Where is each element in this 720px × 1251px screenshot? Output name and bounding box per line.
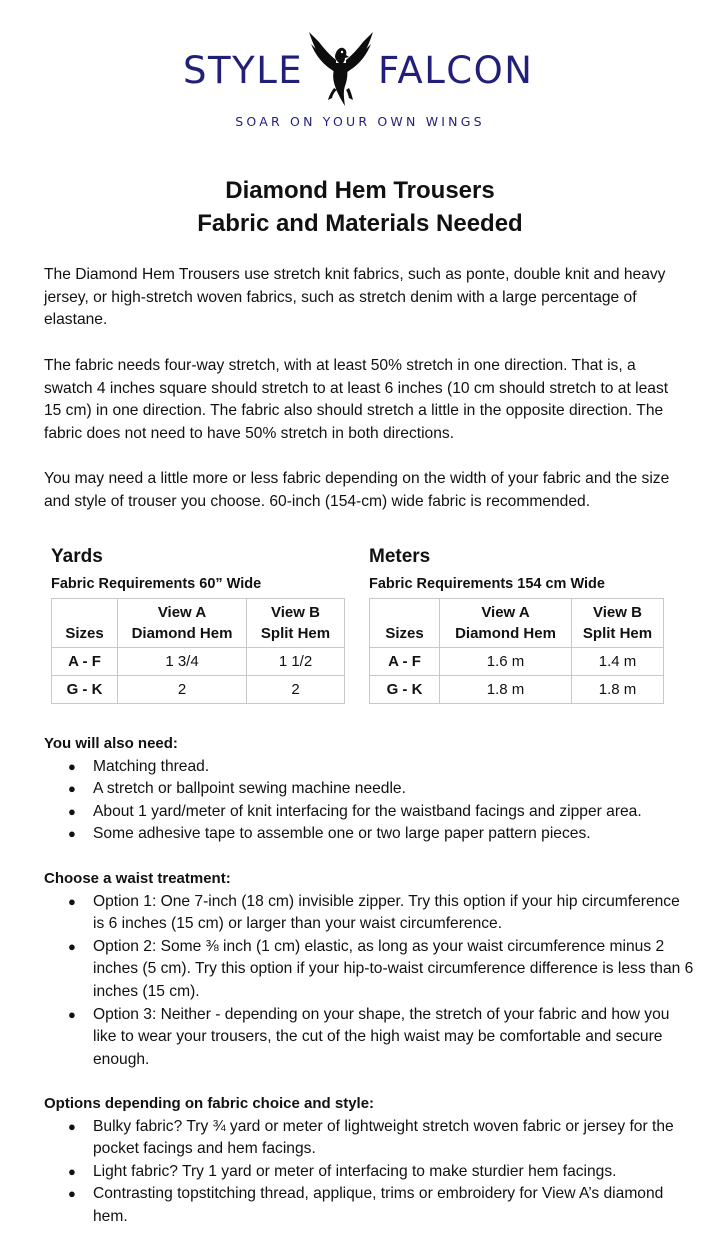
section-heading: You will also need: [44,735,178,752]
cell-view-a: 2 [118,676,247,704]
list-item [44,936,694,1004]
list-item-text: Contrasting topstitching thread, applique, trims or embroidery for View A’s diamond hem. [93,1185,664,1225]
list-item-text: Option 2: Some ⅜ inch (1 cm) elastic, as long as your waist circumference minus 2 inches (5 cm). Try this option if your hip-to-waist circumference difference is less than 6 inches (15 cm). [93,937,694,1000]
list-item [44,1183,694,1228]
list-item [44,891,694,936]
list-item [44,778,694,801]
header-view-a [440,599,572,648]
header-view-a [118,599,247,648]
cell-view-b: 1.4 m [572,648,664,676]
list-item-text: Option 1: One 7-inch (18 cm) invisible zipper. Try this option if your hip circumference is 6 inches (15 cm) or larger than your waist circumference. [93,892,680,933]
page-title [0,174,720,240]
yards-table-block [51,545,345,704]
list-item [44,756,694,779]
meters-table-block [369,545,664,704]
bullet-icon: ● [68,1118,76,1134]
brand-logo [0,30,720,110]
list-item [44,823,694,846]
list-item-text: Some adhesive tape to assemble one or two large paper pattern pieces. [93,825,591,843]
header-view-b-line1: View B [271,604,320,621]
bullet-icon: ● [68,938,76,954]
table-header-row [370,599,664,648]
list-item [44,1116,694,1161]
list-item-text: A stretch or ballpoint sewing machine needle. [93,780,406,798]
header-sizes: Sizes [370,599,440,648]
falcon-icon [305,30,377,108]
cell-view-a: 1 3/4 [118,648,247,676]
title-line-1: Diamond Hem Trousers [225,177,495,204]
cell-view-a: 1.6 m [440,648,572,676]
cell-view-b: 1.8 m [572,676,664,704]
width-paragraph: You may need a little more or less fabric depending on the width of your fabric and the size and style of trouser you choose. 60-inch (154-cm) wide fabric is recommended. [44,470,670,510]
table-row [52,676,345,704]
header-view-b-line2: Split Hem [582,625,653,642]
header-view-b-line2: Split Hem [260,625,331,642]
header-view-a-line1: View A [157,604,207,621]
list-item-text: Bulky fabric? Try ¾ yard or meter of lightweight stretch woven fabric or jersey for the pocket facings and hem facings. [93,1117,674,1158]
table-row [370,648,664,676]
table-header-row [52,599,345,648]
title-line-2: Fabric and Materials Needed [197,210,523,237]
list-item [44,801,694,824]
cell-view-b: 2 [247,676,345,704]
stretch-paragraph: The fabric needs four-way stretch, with at least 50% stretch in one direction. That is, a swatch 4 inches square should stretch to at least 6 inches (10 cm should stretch to at least 15 cm) in one direction. The fabric also should stretch a little in the opposite direction. The fabric does not need to have 50% stretch in both directions. [44,357,669,442]
row-size: G - K [370,676,440,704]
cell-view-a: 1.8 m [440,676,572,704]
intro-paragraph: The Diamond Hem Trousers use stretch knit fabrics, such as ponte, double knit and heavy jersey, or high-stretch woven fabrics, such as stretch denim with a large percentage of elastane. [44,266,666,329]
list-item [44,1004,694,1072]
also-need-section [44,733,694,846]
bullet-list [44,756,694,846]
cell-view-b: 1 1/2 [247,648,345,676]
header-sizes: Sizes [52,599,118,648]
fabric-options-section [44,1093,694,1229]
yards-table [51,598,345,704]
table-row [370,676,664,704]
meters-table-subtitle: Fabric Requirements 154 cm Wide [369,576,605,592]
row-size: A - F [370,648,440,676]
section-heading: Options depending on fabric choice and style: [44,1095,375,1112]
bullet-icon: ● [68,1006,76,1022]
bullet-icon: ● [68,758,76,774]
bullet-icon: ● [68,1163,76,1179]
meters-table-title: Meters [369,546,431,567]
table-row [52,648,345,676]
list-item-text: About 1 yard/meter of knit interfacing for the waistband facings and zipper area. [93,802,642,820]
header-view-b-line1: View B [593,604,642,621]
header-view-a-line2: Diamond Hem [455,625,556,642]
brand-name-right: FALCON [378,49,534,92]
header-view-a-line2: Diamond Hem [131,625,233,642]
list-item-text: Matching thread. [93,757,210,775]
list-item [44,1161,694,1184]
row-size: A - F [52,648,118,676]
bullet-icon: ● [68,1186,76,1202]
section-heading: Choose a waist treatment: [44,870,231,887]
header-view-a-line1: View A [481,604,530,621]
bullet-list [44,1116,694,1229]
bullet-icon: ● [68,826,76,842]
brand-tagline: SOAR ON YOUR OWN WINGS [235,114,485,129]
bullet-icon: ● [68,893,76,909]
brand-name-left: STYLE [183,49,304,92]
bullet-icon: ● [68,803,76,819]
waist-treatment-section [44,868,694,1071]
header-view-b [572,599,664,648]
list-item-text: Light fabric? Try 1 yard or meter of interfacing to make sturdier hem facings. [93,1162,617,1180]
yards-table-subtitle: Fabric Requirements 60” Wide [51,576,262,592]
header-view-b [247,599,345,648]
bullet-icon: ● [68,781,76,797]
yards-table-title: Yards [51,546,103,567]
meters-table [369,598,664,704]
bullet-list [44,891,694,1072]
list-item-text: Option 3: Neither - depending on your shape, the stretch of your fabric and how you like to wear your trousers, the cut of the high waist may be comfortable and secure enough. [93,1005,670,1068]
row-size: G - K [52,676,118,704]
